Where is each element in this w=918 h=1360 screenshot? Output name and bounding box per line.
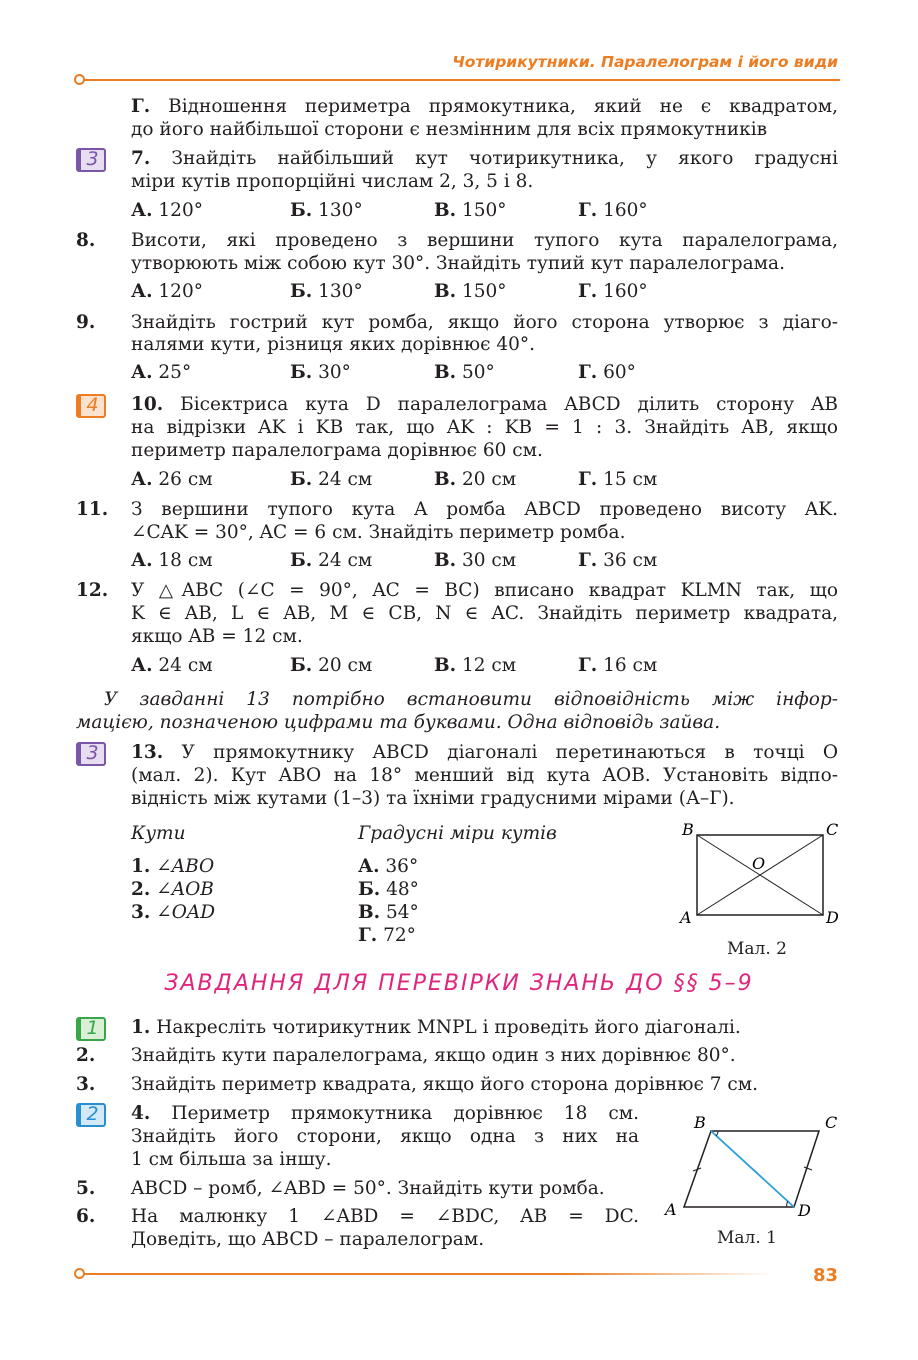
level-2-badge: 2	[76, 1103, 106, 1127]
measure-item-b: Б. 48°	[358, 879, 419, 900]
check-2-number: 2.	[76, 1045, 96, 1066]
problem-11-option-b: Б. 24 см	[290, 550, 373, 571]
measure-item-d: Г. 72°	[358, 925, 416, 946]
problem-10-line1: 10. Бісектриса кута D паралелограма ABCD ділить сторону AB	[131, 394, 838, 415]
problem-8-option-a: А. 120°	[131, 281, 203, 302]
problem-7-option-d: Г. 160°	[578, 200, 648, 221]
top-option-line1: Г. Відношення периметра прямокутника, який не є квадратом,	[131, 96, 838, 117]
figure-1-parallelogram	[660, 1108, 850, 1220]
problem-12-line2: K ∈ AB, L ∈ AB, M ∈ CB, N ∈ AC. Знайдіть периметр квадрата,	[131, 603, 838, 624]
vertex-d-label: D	[826, 908, 839, 927]
header-rule	[84, 79, 840, 81]
angle-item-1: 1. ∠ABO	[131, 856, 215, 877]
problem-13-line1: 13. У прямокутнику ABCD діагоналі перетинаються в точці O	[131, 742, 838, 763]
measure-item-c: В. 54°	[358, 902, 419, 923]
problem-9-option-b: Б. 30°	[290, 362, 351, 383]
problem-11-line2: ∠CAK = 30°, AC = 6 см. Знайдіть периметр ромба.	[131, 522, 626, 543]
level-4-badge: 4	[76, 394, 106, 418]
problem-7-option-b: Б. 130°	[290, 200, 363, 221]
problem-11-option-d: Г. 36 см	[578, 550, 658, 571]
figure-2-rectangle	[676, 818, 846, 933]
problem-8-line2: утворюють між собою кут 30°. Знайдіть тупий кут паралелограма.	[131, 253, 785, 274]
problem-12-option-b: Б. 20 см	[290, 655, 373, 676]
check-2-text: Знайдіть кути паралелограма, якщо один з них дорівнює 80°.	[131, 1045, 736, 1066]
page-number: 83	[812, 1265, 838, 1286]
vertex-c-label: C	[826, 820, 839, 839]
figure-2-caption: Мал. 2	[727, 939, 787, 959]
check-1: 1. Накресліть чотирикутник MNPL і проведіть його діагоналі.	[131, 1017, 741, 1038]
problem-9-line1: Знайдіть гострий кут ромба, якщо його сторона утворює з діаго-	[131, 312, 838, 333]
check-6-line1: На малюнку 1 ∠ABD = ∠BDC, AB = DC.	[131, 1206, 639, 1227]
problem-12-line3: якщо AB = 12 см.	[131, 626, 303, 647]
level-3-badge-2: 3	[76, 742, 106, 766]
angle-item-3: 3. ∠OAD	[131, 902, 216, 923]
instruction-note-line2: мацією, позначеною цифрами та буквами. Одна відповідь зайва.	[76, 712, 721, 733]
problem-8-option-d: Г. 160°	[578, 281, 648, 302]
vertex-a-label: A	[680, 908, 692, 927]
problem-8-option-c: В. 150°	[434, 281, 507, 302]
problem-10-option-d: Г. 15 см	[578, 469, 658, 490]
check-4-line3: 1 см більша за іншу.	[131, 1149, 332, 1170]
vertex-b-label: B	[694, 1113, 706, 1132]
footer-rule	[84, 1273, 774, 1275]
problem-8-number: 8.	[76, 230, 96, 251]
problem-11-line1: З вершини тупого кута A ромба ABCD проведено висоту AK.	[131, 499, 838, 520]
problem-12-option-c: В. 12 см	[434, 655, 517, 676]
problem-13-line2: (мал. 2). Кут ABO на 18° менший від кута AOB. Установіть відпо-	[131, 765, 838, 786]
problem-10-option-a: А. 26 см	[131, 469, 213, 490]
measure-item-a: А. 36°	[358, 856, 419, 877]
problem-10-line3: периметр паралелограма дорівнює 60 см.	[131, 440, 543, 461]
check-6-line2: Доведіть, що ABCD – паралелограм.	[131, 1229, 485, 1250]
angles-column-header: Кути	[131, 823, 186, 844]
angle-bdc-arc	[787, 1201, 788, 1207]
check-3-number: 3.	[76, 1074, 96, 1095]
problem-9-option-d: Г. 60°	[578, 362, 636, 383]
vertex-d-label: D	[798, 1201, 811, 1220]
problem-11-option-a: А. 18 см	[131, 550, 213, 571]
level-1-badge: 1	[76, 1017, 106, 1041]
problem-12-line1: У △ABC (∠C = 90°, AC = BC) вписано квадрат KLMN так, що	[131, 580, 838, 601]
check-3-text: Знайдіть периметр квадрата, якщо його сторона дорівнює 7 см.	[131, 1074, 759, 1095]
problem-12-option-d: Г. 16 см	[578, 655, 658, 676]
problem-7-option-c: В. 150°	[434, 200, 507, 221]
diagonal-bd	[711, 1131, 794, 1207]
problem-10-line2: на відрізки AK і KB так, що AK : KB = 1 : 3. Знайдіть AB, якщо	[131, 417, 838, 438]
problem-11-number: 11.	[76, 499, 109, 520]
problem-7-line2: міри кутів пропорційні числам 2, 3, 5 і 8.	[131, 171, 534, 192]
point-o-label: O	[752, 854, 766, 873]
instruction-note-line1: У завданні 13 потрібно встановити відповідність між інфор-	[104, 689, 838, 710]
problem-11-option-c: В. 30 см	[434, 550, 517, 571]
vertex-c-label: C	[825, 1113, 838, 1132]
problem-12-number: 12.	[76, 580, 109, 601]
problem-8-line1: Висоти, які проведено з вершини тупого кута паралелограма,	[131, 230, 838, 251]
check-6-number: 6.	[76, 1206, 96, 1227]
problem-9-option-c: В. 50°	[434, 362, 495, 383]
running-header: Чотирикутники. Паралелограм і його види	[452, 53, 838, 71]
measures-column-header: Градусні міри кутів	[358, 823, 557, 844]
check-4-line1: 4. Периметр прямокутника дорівнює 18 см.	[131, 1103, 640, 1124]
section-title: ЗАВДАННЯ ДЛЯ ПЕРЕВІРКИ ЗНАНЬ ДО §§ 5–9	[164, 971, 754, 996]
problem-13-line3: відність між кутами (1–3) та їхніми градусними мірами (А–Г).	[131, 788, 735, 809]
problem-9-option-a: А. 25°	[131, 362, 192, 383]
problem-7-option-a: А. 120°	[131, 200, 203, 221]
check-5-number: 5.	[76, 1178, 96, 1199]
problem-7-line1: 7. Знайдіть найбільший кут чотирикутника, у якого градусні	[131, 148, 838, 169]
tick-mark-dc	[804, 1167, 812, 1170]
top-option-line2: до його найбільшої сторони є незмінним для всіх прямокутників	[131, 119, 768, 140]
problem-9-line2: налями кути, різниця яких дорівнює 40°.	[131, 334, 536, 355]
problem-10-option-b: Б. 24 см	[290, 469, 373, 490]
level-3-badge: 3	[76, 148, 106, 172]
problem-10-option-c: В. 20 см	[434, 469, 517, 490]
problem-12-option-a: А. 24 см	[131, 655, 213, 676]
figure-1-caption: Мал. 1	[717, 1228, 777, 1248]
angle-item-2: 2. ∠AOB	[131, 879, 214, 900]
vertex-b-label: B	[682, 820, 694, 839]
problem-8-option-b: Б. 130°	[290, 281, 363, 302]
check-4-line2: Знайдіть його сторони, якщо одна з них на	[131, 1126, 639, 1147]
problem-9-number: 9.	[76, 312, 96, 333]
vertex-a-label: A	[665, 1200, 677, 1219]
check-5-text: ABCD – ромб, ∠ABD = 50°. Знайдіть кути ромба.	[131, 1178, 605, 1199]
